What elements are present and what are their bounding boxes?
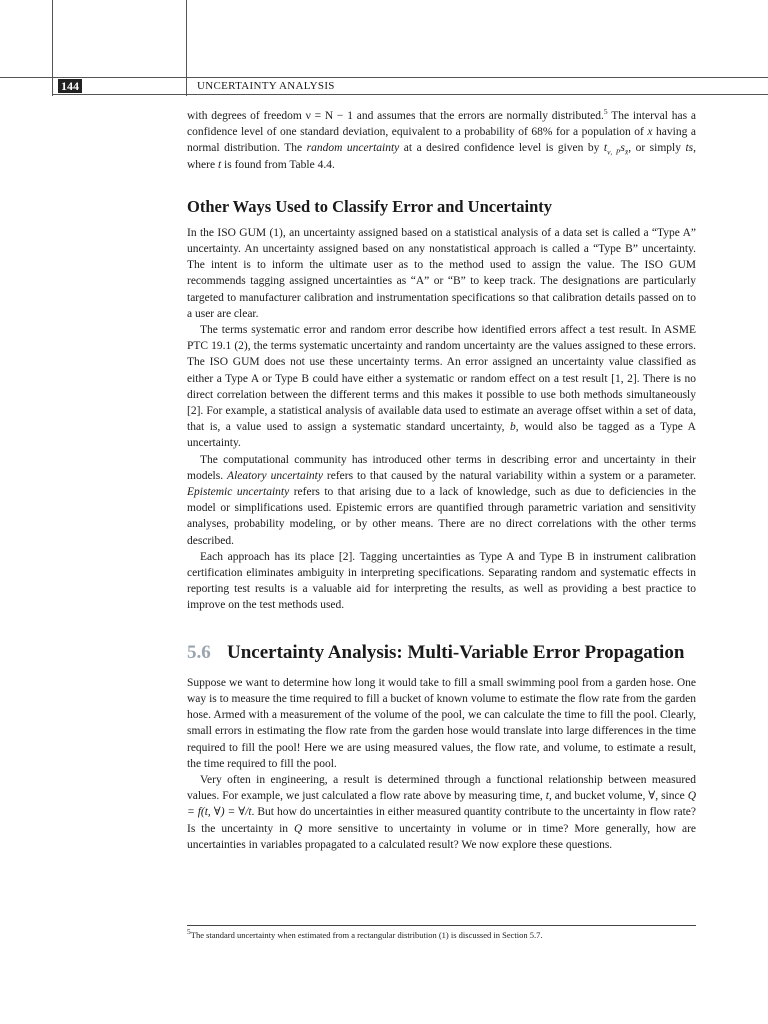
section-heading-other-ways: Other Ways Used to Classify Error and Uncertainty: [187, 196, 552, 216]
page-body: [187, 108, 696, 853]
header-rule-bottom: [52, 94, 768, 95]
paragraph-iso-gum: In the ISO GUM (1), an uncertainty assigned based on a statistical analysis of a data set is called a “Type A” uncertainty. An uncertainty assigned based on any nonstatistical approach is called a “Type B” uncertainty. The intent is to inform the ultimate user as to the method used to assign the value. The ISO GUM recommends tagging assigned uncertainties as “A” or “B” to keep track. The designations are particularly targeted to manufacturer calibration and instrumentation specifications so that calibration details passed on to a user are clear.: [187, 226, 696, 320]
running-head: UNCERTAINTY ANALYSIS: [197, 80, 335, 92]
paragraph-computational: The computational community has introduced other terms in describing error and uncertainty in their models. Aleatory uncertainty refers to that caused by the natural variability within a system or a parameter. Epistemic uncertainty refers to that arising due to a lack of knowledge, such as due to deficiencies in the model or simplifications used. Epistemic errors are quantified through parametric variation and sensitivity analyses, probability modeling, or by other means. There are no direct correlations with the other terms described.: [187, 453, 696, 547]
footnote-rule: [187, 925, 696, 926]
paragraph-systematic-random: The terms systematic error and random error describe how identified errors affect a test result. In ASME PTC 19.1 (2), the terms systematic uncertainty and random uncertainty are the values assigned to these errors. The ISO GUM does not use these uncertainty terms. An error assigned an uncertainty value classified as either a Type A or Type B could have either a systematic or random effect on a test result [1, 2]. There is no direct correlation between the different terms and this makes it possible to use both methods simultaneously [2]. For example, a statistical analysis of available data used to estimate an average offset within a set of data, that is, a value used to assign a systematic standard uncertainty, b, would also be tagged as a Type A uncertainty.: [187, 324, 696, 450]
footnote-mark: 5: [187, 927, 191, 937]
section-number: 5.6: [187, 641, 211, 663]
equation-flow-rate: Q = f(t, ∀) = ∀/t: [187, 790, 696, 819]
paragraph-each-approach: Each approach has its place [2]. Tagging uncertainties as Type A and Type B in instrument calibration certification eliminates ambiguity in interpreting specifications. Separating random and systematic effects in reporting test results is a valuable aid for interpreting the results, as well as providing a best practice to improve on the test methods used.: [187, 550, 696, 612]
section-title: Uncertainty Analysis: Multi-Variable Error Propagation: [227, 641, 685, 663]
margin-line-inner: [186, 0, 187, 96]
emphasis-aleatory: Aleatory uncertainty: [227, 469, 323, 482]
paragraph-functional-relationship: Very often in engineering, a result is determined through a functional relationship between measured values. For example, we just calculated a flow rate above by measuring time, t, and bucket volume, ∀, since Q = f(t, ∀) = ∀/t. But how do uncertainties in either measured quantity contribute to the uncertainty in flow rate? Is the uncertainty in Q more sensitive to uncertainty in volume or in time? More generally, how are uncertainties in variables propagated to a calculated result? We now explore these questions.: [187, 773, 696, 851]
paragraph-swimming-pool: Suppose we want to determine how long it would take to fill a small swimming pool from a garden hose. One way is to measure the time required to fill a bucket of known volume to estimate the flow rate from the garden hose. Armed with a measurement of the volume of the pool, we can calculate the time to fill the pool. Clearly, small errors in estimating the flow rate from the garden hose would translate into large differences in the time required to fill the pool! Here we are using measured values, the flow rate, and volume, to estimate a result, the time required to fill the pool.: [187, 676, 696, 770]
page-number: 144: [58, 79, 82, 93]
header-rule: [0, 77, 768, 78]
section-heading-5-6: [187, 640, 696, 665]
footnote-ref: 5: [603, 107, 608, 117]
emphasis-random-uncertainty: random uncertainty: [306, 142, 400, 155]
paragraph-continuation: with degrees of freedom ν = N − 1 and assumes that the errors are normally distributed.$^5$ The interval has a confidence level of one standard deviation, equivalent to a probability of 68% for a population of x having a normal distribution. The random uncertainty at a desired confidence level is given by $t_{\nu, P}s_{x̄}$, or simply ts, where t is found from Table 4.4.: [187, 107, 697, 171]
margin-line-left: [52, 0, 53, 96]
footnote-text: The standard uncertainty when estimated from a rectangular distribution (1) is discussed in Section 5.7.: [190, 930, 543, 940]
emphasis-epistemic: Epistemic uncertainty: [187, 486, 290, 499]
footnote: [187, 927, 696, 941]
